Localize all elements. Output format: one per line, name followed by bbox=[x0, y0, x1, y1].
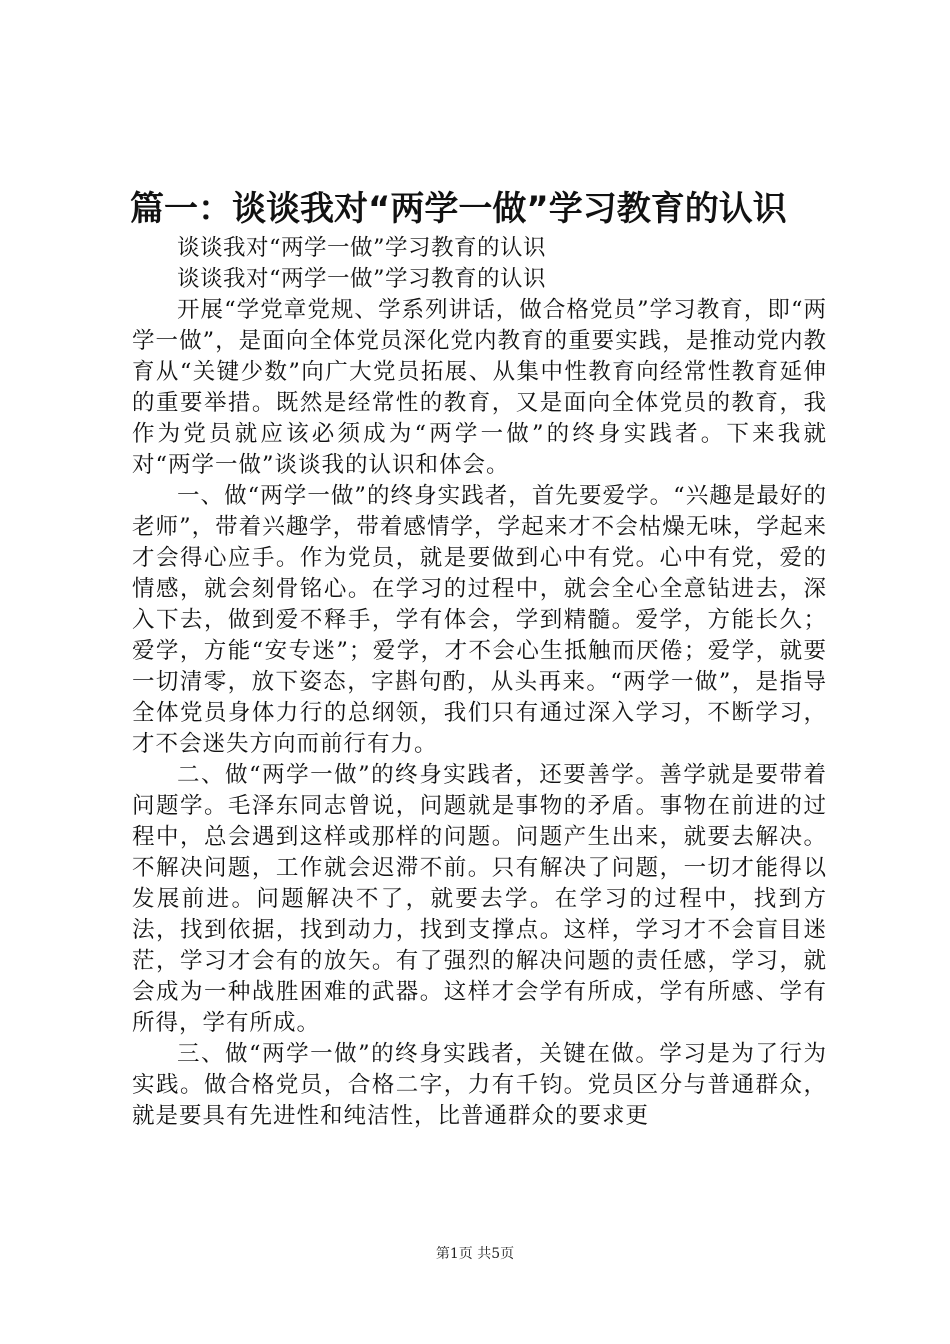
body-paragraph: 一、做“两学一做”的终身实践者，首先要爱学。“兴趣是最好的老师”，带着兴趣学，带着感情学，学起来才不会枯燥无味，学起来才会得心应手。作为党员，就是要做到心中有党。心中有党，爱的情感，就会刻骨铭心。在学习的过程中，就会全心全意钻进去，深入下去，做到爱不释手，学有体会，学到精髓。爱学，方能长久；爱学，方能“安专迷”；爱学，才不会心生抵触而厌倦；爱学，就要一切清零，放下姿态，字斟句酌，从头再来。“两学一做”，是指导全体党员身体力行的总纲领，我们只有通过深入学习，不断学习，才不会迷失方向而前行有力。 bbox=[132, 483, 827, 757]
document-title: 篇一：谈谈我对“两学一做”学习教育的认识 bbox=[130, 189, 787, 229]
subtitle-line: 谈谈我对“两学一做”学习教育的认识 bbox=[177, 266, 547, 292]
subtitle-line: 谈谈我对“两学一做”学习教育的认识 bbox=[177, 235, 547, 261]
body-paragraph: 开展“学党章党规、学系列讲话，做合格党员”学习教育，即“两学一做”，是面向全体党员深化党内教育的重要实践，是推动党内教育从“关键少数”向广大党员拓展、从集中性教育向经常性教育延伸的重要举措。既然是经常性的教育，又是面向全体党员的教育，我作为党员就应该必须成为“两学一做”的终身实践者。下来我就对“两学一做”谈谈我的认识和体会。 bbox=[132, 297, 827, 478]
body-paragraph: 三、做“两学一做”的终身实践者，关键在做。学习是为了行为实践。做合格党员，合格二字，力有千钧。党员区分与普通群众，就是要具有先进性和纯洁性，比普通群众的要求更 bbox=[132, 1041, 827, 1129]
page-footer: 第1页 共5页 bbox=[435, 1246, 515, 1262]
document-body bbox=[132, 233, 827, 1132]
body-paragraph: 二、做“两学一做”的终身实践者，还要善学。善学就是要带着问题学。毛泽东同志曾说，问题就是事物的矛盾。事物在前进的过程中，总会遇到这样或那样的问题。问题产生出来，就要去解决。不解决问题，工作就会迟滞不前。只有解决了问题，一切才能得以发展前进。问题解决不了，就要去学。在学习的过程中，找到方法，找到依据，找到动力，找到支撑点。这样，学习才不会盲目迷茫，学习才会有的放矢。有了强烈的解决问题的责任感，学习，就会成为一种战胜困难的武器。这样才会学有所成，学有所感、学有所得，学有所成。 bbox=[132, 762, 827, 1036]
